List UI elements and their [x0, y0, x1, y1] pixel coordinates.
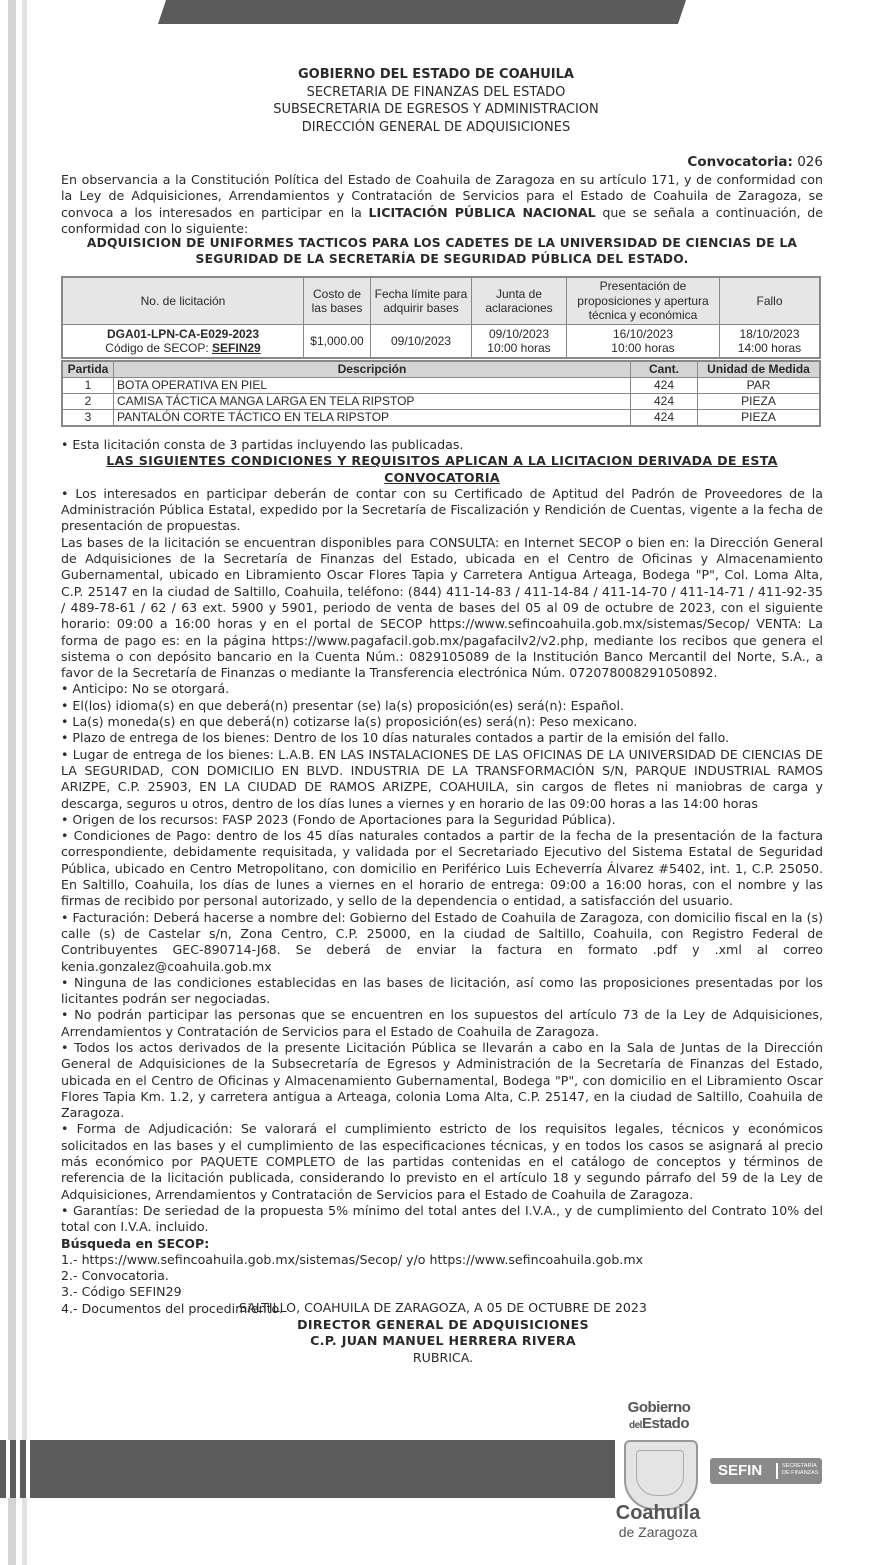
col-cant: Cant. [631, 361, 698, 378]
partida-quantity: 424 [631, 410, 698, 427]
logo-del: del [629, 1420, 642, 1431]
condition-item: • Los interesados en participar deberán de contar con su Certificado de Aptitud del Padrón de Proveedores de la Administración Pública Estatal, expedido por la Secretaría de Fiscalización y Rendición de Cuentas, vigente a la fecha de presentación de propuestas. [61, 485, 823, 534]
header-government: GOBIERNO DEL ESTADO DE COAHUILA [298, 67, 574, 82]
partida-number: 2 [62, 394, 114, 410]
document-header [0, 66, 872, 136]
intro-text: En observancia a la Constitución Política del Estado de Coahuila de Zaragoza en su artículo 171, y de conformidad con la Ley de Adquisiciones, Arrendamientos y Contratación de Servicios para el Estado de Coahuila de Zaragoza, se convoca a los interesados en participar en la [61, 172, 823, 220]
condition-item: • La(s) moneda(s) en que deberá(n) cotizarse la(s) proposición(es) será(n): Peso mexicano. [61, 714, 638, 730]
bases-paragraph: Las bases de la licitación se encuentran disponibles para CONSULTA: en Internet SECOP o bien en: la Dirección General de Adquisiciones de la Secretaría de Finanzas del Estado, ubicada en el Centro de Oficinas y Almacenamiento Gubernamental, ubicado en Libramiento Oscar Flores Tapia y Carretera Antigua Arteaga, Bodega "P", Col. Loma Alta, C.P. 25147 en la ciudad de Saltillo, Coahuila, teléfono: (844) 411-14-83 / 411-14-84 / 411-14-70 / 411-14-71 / 411-92-35 / 489-78-61 / 62 / 63 ext. 5900 y 5901, periodo de venta de bases del 05 al 09 de octubre de 2023, con el siguiente horario: 09:00 a 16:00 horas y en el portal de SECOP https://www.sefincoahuila.gob.mx/sistemas/Secop/ VENTA: La forma de pago es: en la página https://www.pagafacil.gob.mx/pagafacilv2/v2.php, mediante los recibos que genera el sistema o con depósito bancario en la Cuenta Núm.: 0829105089 de la Institución Banco Mercantil del Norte, S.A., a favor de la Secretaría de Finanzas o mediante la Transferencia electrónica Núm. 072078008291050892. [61, 534, 823, 681]
convocatoria-value: 026 [797, 154, 823, 170]
secop-code-line [65, 341, 301, 356]
logo-gobierno: Gobierno [627, 1399, 691, 1416]
header-secretaria: SECRETARIA DE FINANZAS DEL ESTADO [306, 84, 566, 100]
table-row [62, 394, 820, 410]
licitacion-header-row [62, 277, 820, 325]
signature-position: DIRECTOR GENERAL DE ADQUISICIONES [297, 1316, 589, 1332]
condition-item: • Condiciones de Pago: dentro de los 45 días naturales contados a partir de la fecha de la presentación de la factura correspondiente, debidamente requisitada, y validada por el Secretariado Ejecutivo del Sistema Estatal de Seguridad Pública, ubicado en Centro Metropolitano, con domicilio en Periférico Luis Echeverría Álvarez #5402, int. 1, C.P. 25050. En Saltillo, Coahuila, los días de lunes a viernes en el horario de entrega: 09:00 a 16:00 horas, con el nombre y las firmas de recibido por personal autorizado, y sello de la dependencia o entidad, a satisfacción del usuario. [61, 828, 823, 909]
partida-unit: PIEZA [698, 394, 821, 410]
procurement-title: ADQUISICION DE UNIFORMES TACTICOS PARA LOS CADETES DE LA UNIVERSIDAD DE CIENCIAS DE LA SEGURIDAD DE LA SECRETARÍA DE SEGURIDAD PÚBLICA DEL ESTADO. [86, 236, 798, 266]
secop-search-title: Búsqueda en SECOP: [61, 1235, 210, 1251]
cell-licitacion [62, 325, 304, 359]
col-presentacion: Presentación de proposiciones y apertura técnica y económica [567, 277, 720, 325]
secop-step: 3.- Código SEFIN29 [61, 1284, 182, 1300]
col-no-licitacion: No. de licitación [62, 277, 304, 325]
coat-of-arms-icon [624, 1440, 698, 1510]
partida-description: BOTA OPERATIVA EN PIEL [114, 378, 631, 394]
cell-fallo [720, 325, 821, 359]
sefin-sub2: DE FINANZAS [782, 1470, 819, 1476]
coahuila-logo [600, 1502, 716, 1540]
condition-item: • Garantías: De seriedad de la propuesta 5% mínimo del total antes del I.V.A., y de cumplimiento del Contrato 10% del total con I.V.A. incluido. [61, 1202, 823, 1235]
sefin-subtitle [782, 1463, 818, 1477]
col-costo: Costo de las bases [304, 277, 371, 325]
condition-item: • Lugar de entrega de los bienes: L.A.B. EN LAS INSTALACIONES DE LAS OFICINAS DE LA UNIVERSIDAD DE CIENCIAS DE LA SEGURIDAD, CON DOMICILIO EN BLVD. INDUSTRIA DE LA TRANSFORMACIÓN S/N, PARQUE INDUSTRIAL RAMOS ARIZPE, C.P. 25903, EN LA CIUDAD DE RAMOS ARIZPE, COAHUILA, sin cargos de fletes ni maniobras de carga y descarga, seguros u otros, dentro de los días lunes a viernes y en horario de las 09:00 horas a las 14:00 horas [61, 746, 823, 811]
top-decorative-bar [158, 0, 686, 24]
signature-rubrica: RUBRICA. [412, 1349, 474, 1365]
partidas-table [61, 360, 821, 427]
condition-item: • El(los) idioma(s) en que deberá(n) presentar (se) la(s) proposición(es) será(n): Español. [61, 697, 625, 713]
condition-item: • Ninguna de las condiciones establecidas en las bases de licitación, así como las proposiciones presentadas por los licitantes podrán ser negociadas. [61, 974, 823, 1007]
logo-coahuila: Coahuila [615, 1502, 701, 1524]
sefin-logo [710, 1458, 822, 1484]
partida-quantity: 424 [631, 378, 698, 394]
partida-description: CAMISA TÁCTICA MANGA LARGA EN TELA RIPSTOP [114, 394, 631, 410]
signature-place-date: SALTILLO, COAHUILA DE ZARAGOZA, A 05 DE OCTUBRE DE 2023 [239, 1300, 647, 1315]
col-junta: Junta de aclaraciones [472, 277, 567, 325]
secop-step: 1.- https://www.sefincoahuila.gob.mx/sistemas/Secop/ y/o https://www.sefincoahuila.gob.mx [61, 1251, 644, 1267]
col-fallo: Fallo [720, 277, 821, 325]
licitacion-number: DGA01-LPN-CA-E029-2023 [106, 326, 260, 341]
partida-number: 3 [62, 410, 114, 427]
sefin-text: SEFIN [718, 1462, 763, 1479]
conditions-body [61, 437, 823, 1317]
licitacion-table [61, 276, 821, 359]
intro-bold: LICITACIÓN PÚBLICA NACIONAL [368, 204, 596, 220]
convocatoria-number [687, 154, 823, 170]
fallo-fecha: 18/10/2023 [739, 326, 800, 341]
bottom-stripes [0, 1440, 30, 1498]
convocatoria-label: Convocatoria: [687, 154, 793, 170]
condition-item: • Forma de Adjudicación: Se valorará el cumplimiento estricto de los requisitos legales, técnicos y económicos solicitados en las bases y el cumplimiento de las especificaciones técnicas, y en todos los casos se asignará al precio más económico por PAQUETE COMPLETO de las partidas contenidas en el catálogo de conceptos y términos de referencia de la licitación publicada, considerando lo previsto en el artículo 18 y segundo párrafo del 59 de la Ley de Adquisiciones, Arrendamientos y Contratación de Servicios para el Estado de Coahuila de Zaragoza. [61, 1121, 823, 1202]
intro-text-end: que se señala a continuación, de conformidad con lo siguiente: [61, 204, 823, 236]
condition-item: • Anticipo: No se otorgará. [61, 681, 230, 697]
partida-description: PANTALÓN CORTE TÁCTICO EN TELA RIPSTOP [114, 410, 631, 427]
sefin-divider [776, 1463, 778, 1479]
presentacion-hora: 10:00 horas [611, 341, 675, 355]
partida-unit: PIEZA [698, 410, 821, 427]
partida-unit: PAR [698, 378, 821, 394]
condition-item: • Origen de los recursos: FASP 2023 (Fondo de Aportaciones para la Seguridad Pública). [61, 811, 616, 827]
col-fecha-limite: Fecha límite para adquirir bases [371, 277, 472, 325]
cell-fecha-limite: 09/10/2023 [371, 325, 472, 359]
secop-step: 2.- Convocatoria. [61, 1268, 169, 1284]
condition-item: • No podrán participar las personas que se encuentren en los supuestos del artículo 73 de la Ley de Adquisiciones, Arrendamientos y Contratación de Servicios para el Estado de Coahuila de Zaragoza. [61, 1007, 823, 1039]
bottom-dark-bar [30, 1440, 615, 1498]
col-descripcion: Descripción [114, 361, 631, 378]
secop-step: 4.- Documentos del procedimiento. [61, 1300, 284, 1316]
junta-hora: 10:00 horas [487, 341, 551, 355]
table-row [62, 410, 820, 427]
conditions-title: LAS SIGUIENTES CONDICIONES Y REQUISITOS APLICAN A LA LICITACION DERIVADA DE ESTA CONVOCATORIA [106, 453, 778, 485]
condition-item: • Plazo de entrega de los bienes: Dentro de los 10 días naturales contados a partir de la emisión del fallo. [61, 730, 730, 746]
gobierno-del-estado-logo [624, 1400, 694, 1434]
table-row [62, 378, 820, 394]
header-direccion: DIRECCIÓN GENERAL DE ADQUISICIONES [301, 119, 571, 135]
header-subsecretaria: SUBSECRETARIA DE EGRESOS Y ADMINISTRACION [273, 102, 599, 117]
col-partida: Partida [62, 361, 114, 378]
partidas-note: • Esta licitación consta de 3 partidas incluyendo las publicadas. [61, 437, 464, 452]
logo-de-zaragoza: de Zaragoza [618, 1524, 698, 1540]
cell-junta [472, 325, 567, 359]
sefin-sub1: SECRETARÍA [782, 1463, 817, 1469]
condition-item: • Todos los actos derivados de la presente Licitación Pública se llevarán a cabo en la Sala de Juntas de la Dirección General de Adquisiciones de la Subsecretaría de Egresos y Administración de la Secretaría de Finanzas del Estado, ubicada en el Centro de Oficinas y Almacenamiento Gubernamental, Bodega "P", con domicilio en el Libramiento Oscar Flores Tapia Km. 1.2, y carretera antigua a Arteaga, colonia Loma Alta, C.P. 25147, en la ciudad de Saltillo, Coahuila de Zaragoza. [61, 1039, 823, 1121]
cell-costo: $1,000.00 [304, 325, 371, 359]
presentacion-fecha: 16/10/2023 [612, 326, 674, 341]
logo-estado: Estado [641, 1415, 689, 1432]
junta-fecha: 09/10/2023 [488, 326, 550, 341]
partida-quantity: 424 [631, 394, 698, 410]
condition-item: • Facturación: Deberá hacerse a nombre del: Gobierno del Estado de Coahuila de Zaragoza, con domicilio fiscal en la (s) calle (s) de Castelar s/n, Zona Centro, C.P. 25000, en la ciudad de Saltillo, Coahuila, con Registro Federal de Contribuyentes GEC-890714-J68. Se deberá de enviar la factura en formato .pdf y .xml al correo kenia.gonzalez@coahuila.gob.mx [61, 909, 823, 974]
partidas-header-row [62, 361, 820, 378]
secop-code: SEFIN29 [212, 341, 261, 355]
cell-presentacion [567, 325, 720, 359]
signature-name: C.P. JUAN MANUEL HERRERA RIVERA [310, 1333, 576, 1348]
licitacion-data-row [62, 325, 820, 359]
secop-label: Código de SECOP: [105, 341, 213, 355]
partida-number: 1 [62, 378, 114, 394]
signature-block [0, 1300, 872, 1366]
col-unidad: Unidad de Medida [698, 361, 821, 378]
fallo-hora: 14:00 horas [737, 341, 802, 355]
intro-paragraph [61, 172, 823, 237]
